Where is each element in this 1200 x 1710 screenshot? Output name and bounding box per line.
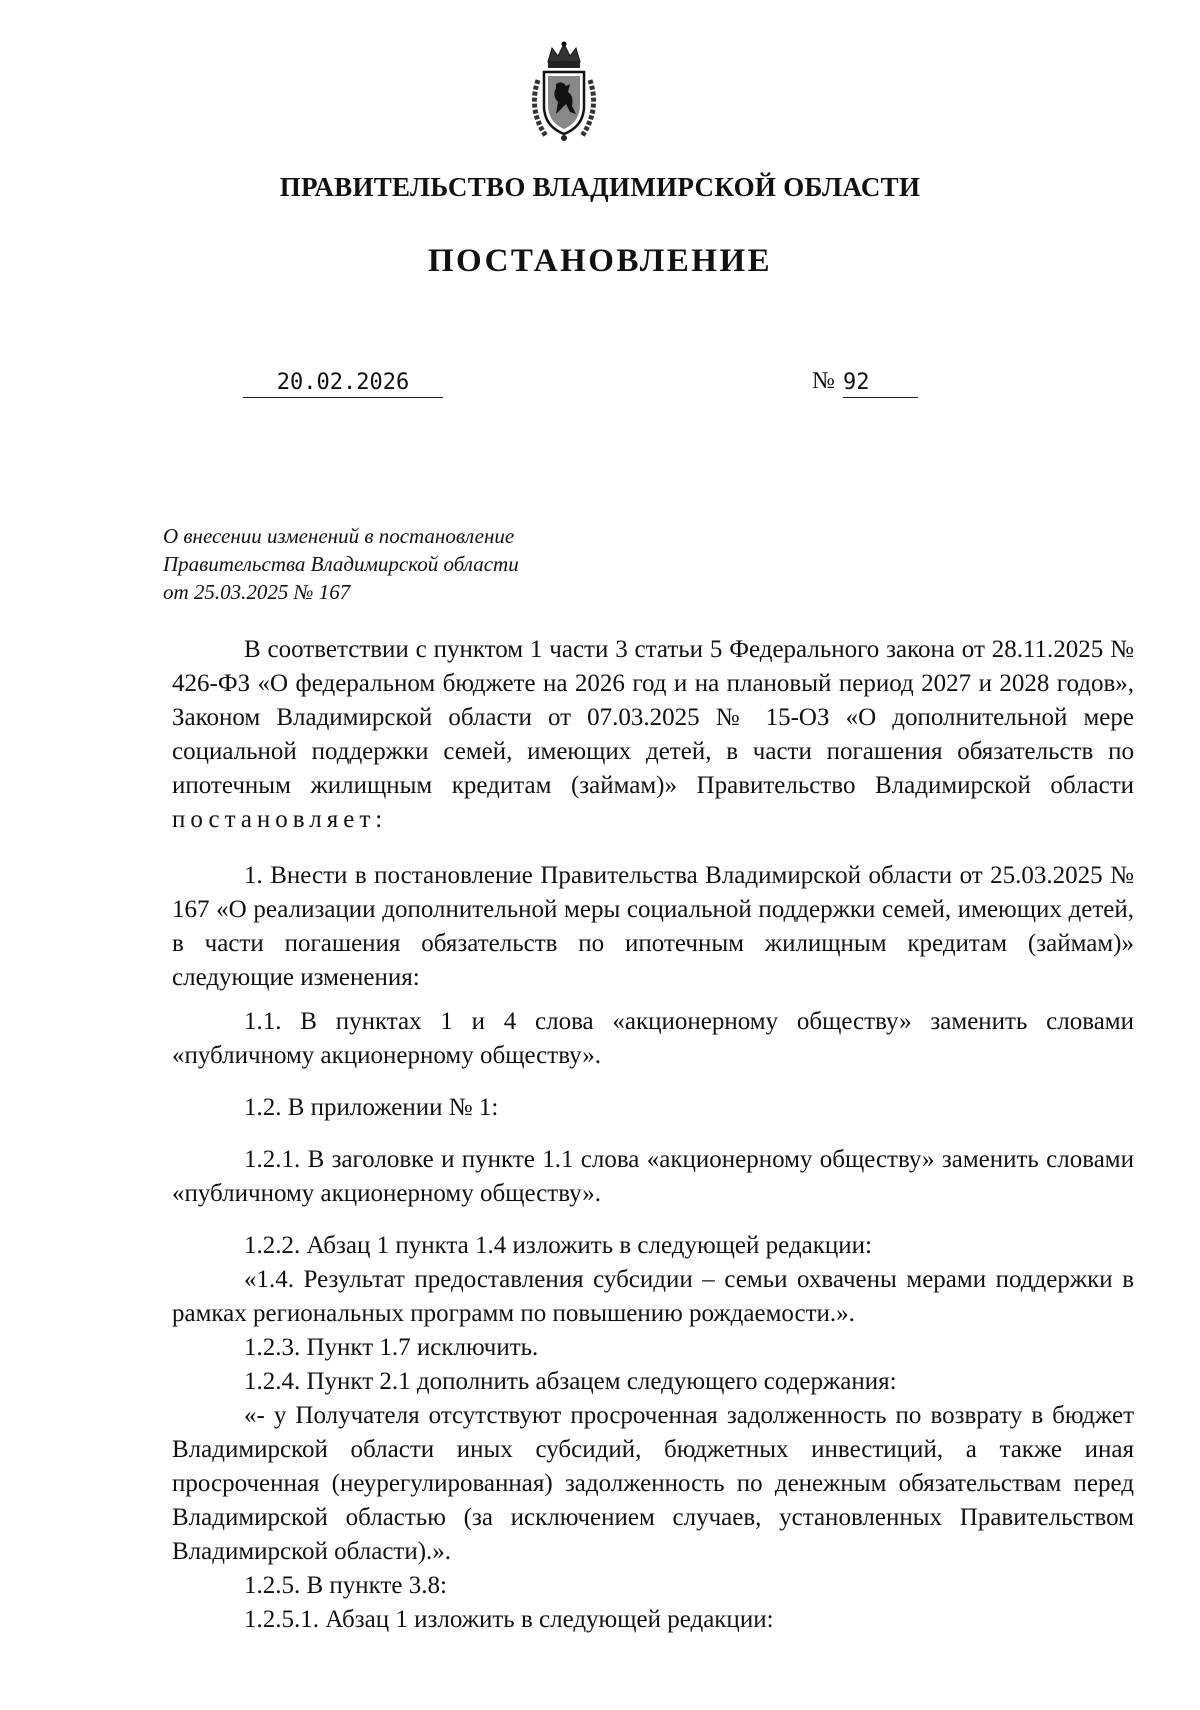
preamble-paragraph (172, 633, 1134, 837)
preamble-text: В соответствии с пунктом 1 части 3 статьи 5 Федерального закона от 28.11.2025 № 426-ФЗ «О федеральном бюджете на 2026 год и на плановый период 2027 и 2028 годов», Законом Владимирской области от 07.03.2025 № 15-ОЗ «О дополнительной мере социальной поддержки семей, имеющих детей, в части погашения обязательств по ипотечным жилищным кредитам (займам)» Правительство Владимирской области (172, 636, 1134, 799)
document-body (172, 633, 1134, 1637)
subject-line: от 25.03.2025 № 167 (163, 580, 351, 604)
paragraph-1-2-2-quote: «1.4. Результат предоставления субсидии – семьи охвачены мерами поддержки в рамках региональных программ по повышению рождаемости.». (172, 1266, 1134, 1327)
preamble-verb: постановляет: (172, 806, 388, 833)
subject-line: Правительства Владимирской области (163, 552, 519, 576)
paragraph-1-2-5-1: 1.2.5.1. Абзац 1 изложить в следующей редакции: (244, 1606, 774, 1633)
document-number: 92 (843, 370, 918, 398)
paragraph-1: 1. Внести в постановление Правительства Владимирской области от 25.03.2025 № 167 «О реализации дополнительной меры социальной поддержки семей, имеющих детей, в части погашения обязательств по ипотечным жилищным кредитам (займам)» следующие изменения: (172, 862, 1134, 991)
document-date: 20.02.2026 (243, 370, 443, 398)
document-subject (163, 522, 623, 606)
paragraph-1-2-2: 1.2.2. Абзац 1 пункта 1.4 изложить в следующей редакции: (244, 1232, 872, 1259)
organization-name: ПРАВИТЕЛЬСТВО ВЛАДИМИРСКОЙ ОБЛАСТИ (279, 172, 921, 202)
document-type: ПОСТАНОВЛЕНИЕ (427, 243, 773, 279)
paragraph-1-2-5: 1.2.5. В пункте 3.8: (244, 1572, 447, 1599)
paragraph-1-2: 1.2. В приложении № 1: (244, 1094, 499, 1121)
paragraph-1-2-1: 1.2.1. В заголовке и пункте 1.1 слова «акционерному обществу» заменить словами «публичному акционерному обществу». (172, 1146, 1134, 1207)
coat-of-arms-icon (524, 40, 604, 144)
paragraph-1-2-4-quote: «- у Получателя отсутствуют просроченная задолженность по возврату в бюджет Владимирской области иных субсидий, бюджетных инвестиций, а также иная просроченная (неурегулированная) задолженность по денежным обязательствам перед Владимирской областью (за исключением случаев, установленных Правительством Владимирской области).». (172, 1402, 1134, 1565)
number-label: № (812, 368, 835, 394)
paragraph-1-1: 1.1. В пунктах 1 и 4 слова «акционерному обществу» заменить словами «публичному акционерному обществу». (172, 1008, 1134, 1069)
paragraph-1-2-3: 1.2.3. Пункт 1.7 исключить. (244, 1334, 539, 1361)
subject-line: О внесении изменений в постановление (163, 524, 515, 548)
paragraph-1-2-4: 1.2.4. Пункт 2.1 дополнить абзацем следующего содержания: (244, 1368, 897, 1395)
